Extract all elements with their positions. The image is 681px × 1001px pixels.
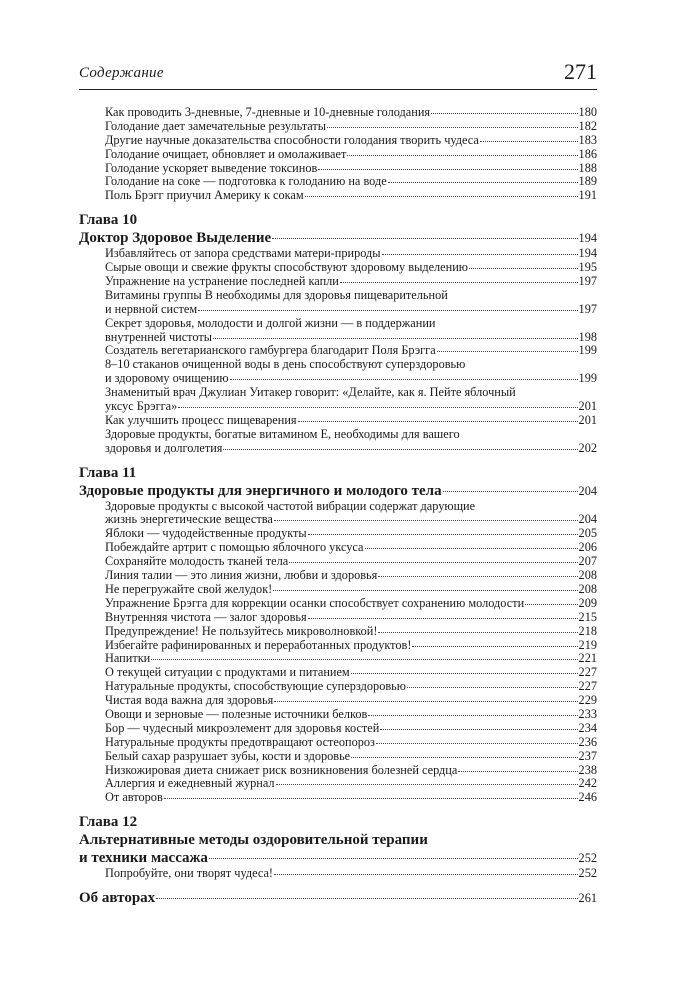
toc-entry-page: 206 [578,540,597,555]
toc-entry-page: 227 [578,679,597,694]
chapter-10-label: Глава 10 [79,212,138,229]
toc-entry[interactable] [79,106,597,120]
dot-leader [272,238,577,239]
toc-entry-title: О текущей ситуации с продуктами и питанием [105,665,350,680]
toc-entry-page: 198 [578,329,597,344]
toc-entry-page: 233 [578,706,597,721]
toc-entry[interactable] [79,261,597,275]
chapter-11-label: Глава 11 [79,464,137,481]
toc-entry-title: Как улучшить процесс пищеварения [105,412,297,427]
dot-leader [318,169,577,170]
chapter-12-title-line2: и техники массажа [79,850,208,867]
toc-entry-page: 208 [578,568,597,583]
dot-leader [289,562,577,563]
toc-entry[interactable] [79,583,597,597]
toc-entry-page: 183 [578,132,597,147]
toc-entry-page: 209 [578,595,597,610]
toc-entry-title: жизнь энергетические вещества [105,512,273,527]
toc-entry[interactable] [79,513,597,527]
dot-leader [351,673,578,674]
dot-leader [525,604,577,605]
toc-entry-page: 186 [578,146,597,161]
dot-leader [305,196,578,197]
toc-entry[interactable] [79,344,597,358]
dot-leader [308,534,578,535]
toc-entry-title: Попробуйте, они творят чудеса! [105,866,274,881]
toc-entry[interactable] [79,694,597,708]
toc-entry[interactable] [79,625,597,639]
dot-leader [407,687,578,688]
toc-entry-title: и нервной систем [105,301,198,316]
toc-entry-title: Как проводить 3-дневные, 7-дневные и 10-дневные голодания [105,105,431,119]
chapter-12-entries [79,867,597,881]
dot-leader [347,155,577,156]
toc-entry-title: Упражнение на устранение последней капли [105,274,339,289]
toc-entry-page: 197 [578,301,597,316]
toc-entry-title: Бор — чудесный микроэлемент для здоровья костей [105,720,380,735]
toc-entry-line[interactable]: Здоровые продукты с высокой частотой вибрации содержат дарующие [105,498,476,513]
toc-entry-title: внутренней чистоты [105,329,212,344]
dot-leader [156,898,577,899]
toc-entry-title: Яблоки — чудодейственные продукты [105,526,307,541]
toc-entry[interactable] [79,442,597,456]
toc-entry[interactable] [79,736,597,750]
toc-entry-title: Поль Брэгг приучил Америку к сокам [105,188,304,203]
toc-entry-page: 208 [578,581,597,596]
toc-entry-title: Голодание дает замечательные результаты [105,118,327,133]
dot-leader [378,632,577,633]
dot-leader [469,268,578,269]
toc-entry[interactable] [79,372,597,386]
toc-entry-title: Сохраняйте молодость тканей тела [105,554,289,569]
dot-leader [178,407,577,408]
dot-leader [209,858,578,859]
dot-leader [378,576,577,577]
toc-entry[interactable] [79,791,597,805]
dot-leader [431,113,577,114]
toc-entry[interactable] [79,400,597,414]
dot-leader [223,449,577,450]
dot-leader [458,771,577,772]
toc-entry-title: От авторов [105,790,163,805]
toc-entry-line[interactable]: 8–10 стаканов очищенной воды в день способствуют суперздоровью [105,357,466,372]
dot-leader [382,254,578,255]
toc-entry-page: 199 [578,371,597,386]
toc-entry-title: Избавляйтесь от запора средствами матери-природы [105,246,381,261]
toc-entry-page: 202 [578,440,597,455]
dot-leader [230,379,578,380]
toc-entry-page: 215 [578,609,597,624]
toc-entry-page: 242 [578,776,597,791]
page-number: 271 [564,59,597,84]
toc-entry-page: 227 [578,665,597,680]
chapter-11-title: Здоровые продукты для энергичного и молодого тела [79,482,442,499]
dot-leader [274,520,578,521]
toc-entry-page: 191 [578,188,597,203]
chapter-11-page: 204 [578,483,597,498]
toc-entry[interactable] [79,639,597,653]
toc-entry-page: 201 [578,399,597,414]
dot-leader [308,618,578,619]
toc-entry-page: 229 [578,693,597,708]
running-title: Содержание [79,65,164,81]
toc-entry-title: здоровья и долголетия [105,440,223,455]
toc-entry[interactable] [79,652,597,666]
toc-entry-page: 236 [578,734,597,749]
toc-entry[interactable] [79,189,597,203]
toc-entry-page: 252 [578,866,597,881]
dot-leader [274,701,577,702]
dot-leader [340,282,578,283]
toc-entry[interactable] [79,611,597,625]
dot-leader [351,757,577,758]
toc-entry-page: 207 [578,554,597,569]
toc-entry-title: Создатель вегетарианского гамбургера благодарит Поля Брэгга [105,343,436,358]
toc-entry[interactable] [79,597,597,611]
chapter-10-title-row[interactable] [79,229,597,247]
toc-entry-page: 195 [578,260,597,275]
dot-leader [274,874,578,875]
toc-entry-title: Аллергия и ежедневный журнал [105,776,275,791]
table-of-contents [79,106,597,907]
toc-entry-line[interactable]: Знаменитый врач Джулиан Уитакер говорит: «Делайте, как я. Пейте яблочный [105,385,516,400]
toc-entry-title: Голодание ускоряет выведение токсинов [105,160,318,175]
toc-entry-page: 205 [578,526,597,541]
toc-entry[interactable] [79,867,597,881]
toc-entry-page: 194 [578,246,597,261]
toc-entry[interactable] [79,162,597,176]
toc-entry-page: 238 [578,762,597,777]
chapter-11-title-row[interactable] [79,482,597,500]
dot-leader [213,338,578,339]
toc-entry[interactable] [79,148,597,162]
dot-leader [365,548,578,549]
toc-entry-line[interactable]: Секрет здоровья, молодости и долгой жизни — в поддержании [105,315,436,330]
toc-entry-page: 246 [578,790,597,805]
toc-entry-page: 221 [578,651,597,666]
chapter-12-title-line1: Альтернативные методы оздоровительной терапии [79,832,428,849]
about-authors-page: 261 [578,891,597,906]
chapter-10-title: Доктор Здоровое Выделение [79,230,272,247]
toc-entry-title: Избегайте рафинированных и переработанных продуктов! [105,637,412,652]
dot-leader [327,127,578,128]
toc-entry-page: 237 [578,748,597,763]
toc-entry-page: 197 [578,274,597,289]
toc-entry[interactable] [79,750,597,764]
toc-entry[interactable] [79,764,597,778]
toc-entry-title: Натуральные продукты предотвращают остеопороз [105,734,375,749]
toc-entry-title: Овощи и зерновые — полезные источники белков [105,706,368,721]
toc-entry-page: 201 [578,412,597,427]
toc-entry-title: уксус Брэгга» [105,399,178,414]
toc-entry[interactable] [79,414,597,428]
toc-entry-page: 204 [578,512,597,527]
toc-entry-page: 182 [578,118,597,133]
toc-entry-title: Голодание очищает, обновляет и омолаживает [105,146,347,161]
toc-entry-page: 218 [578,623,597,638]
toc-entry-title: Внутренняя чистота — залог здоровья [105,609,307,624]
dot-leader [437,351,578,352]
chapter-10-page: 194 [578,231,597,246]
about-authors-row[interactable] [79,889,597,907]
toc-entry[interactable] [79,569,597,583]
toc-entry-title: Напитки [105,651,151,666]
toc-entry[interactable] [79,680,597,694]
dot-leader [380,729,577,730]
toc-entry-page: 180 [578,105,597,119]
toc-entry[interactable] [79,175,597,189]
toc-entry-title: Предупреждение! Не пользуйтесь микроволновкой! [105,623,378,638]
dot-leader [164,798,578,799]
dot-leader [368,715,577,716]
toc-entry[interactable] [79,331,597,345]
dot-leader [412,646,577,647]
toc-entry-title: Другие научные доказательства способности голодания творить чудеса [105,132,479,147]
toc-entry[interactable] [79,541,597,555]
dot-leader [198,310,577,311]
toc-entry-page: 199 [578,343,597,358]
chapter-12-label: Глава 12 [79,814,138,831]
toc-entry-page: 219 [578,637,597,652]
toc-entry-title: Белый сахар разрушает зубы, кости и здоровье [105,748,351,763]
toc-entry-title: Не перегружайте свой желудок! [105,581,273,596]
toc-entry-page: 189 [578,174,597,189]
toc-entry-page: 234 [578,720,597,735]
dot-leader [376,743,578,744]
about-authors-title: Об авторах [79,890,156,907]
dot-leader [298,421,578,422]
toc-entry[interactable] [79,722,597,736]
dot-leader [151,659,577,660]
chapter-12-title-row[interactable] [79,849,597,867]
toc-entry[interactable] [79,666,597,680]
toc-entry-title: Линия талии — это линия жизни, любви и здоровья [105,568,378,583]
chapter-12-page: 252 [578,851,597,866]
toc-entry-page: 188 [578,160,597,175]
intro-entries [79,106,597,203]
toc-entry-title: Голодание на соке — подготовка к голоданию на воде [105,174,387,189]
chapter-10-entries [79,247,597,455]
toc-entry-line[interactable]: Здоровые продукты, богатые витамином Е, необходимы для вашего [105,426,460,441]
toc-entry[interactable] [79,247,597,261]
toc-entry-title: Натуральные продукты, способствующие суперздоровью [105,679,406,694]
toc-entry[interactable] [79,134,597,148]
toc-entry[interactable] [79,120,597,134]
toc-entry[interactable] [79,527,597,541]
toc-entry-title: Побеждайте артрит с помощью яблочного уксуса [105,540,364,555]
toc-entry-title: Сырые овощи и свежие фрукты способствуют здоровому выделению [105,260,468,275]
dot-leader [273,590,577,591]
dot-leader [443,491,578,492]
toc-entry-line[interactable]: Витамины группы В необходимы для здоровья пищеварительной [105,287,448,302]
toc-entry[interactable] [79,555,597,569]
toc-entry[interactable] [79,777,597,791]
dot-leader [388,182,578,183]
toc-entry-title: и здоровому очищению [105,371,229,386]
toc-entry-title: Чистая вода важна для здоровья [105,693,274,708]
toc-entry[interactable] [79,708,597,722]
chapter-11-entries [79,500,597,806]
toc-entry[interactable] [79,275,597,289]
toc-entry-title: Низкожировая диета снижает риск возникновения болезней сердца [105,762,458,777]
toc-entry-title: Упражнение Брэгга для коррекции осанки способствует сохранению молодости [105,595,525,610]
dot-leader [480,141,578,142]
toc-entry[interactable] [79,303,597,317]
dot-leader [276,784,578,785]
page-header [79,59,597,90]
